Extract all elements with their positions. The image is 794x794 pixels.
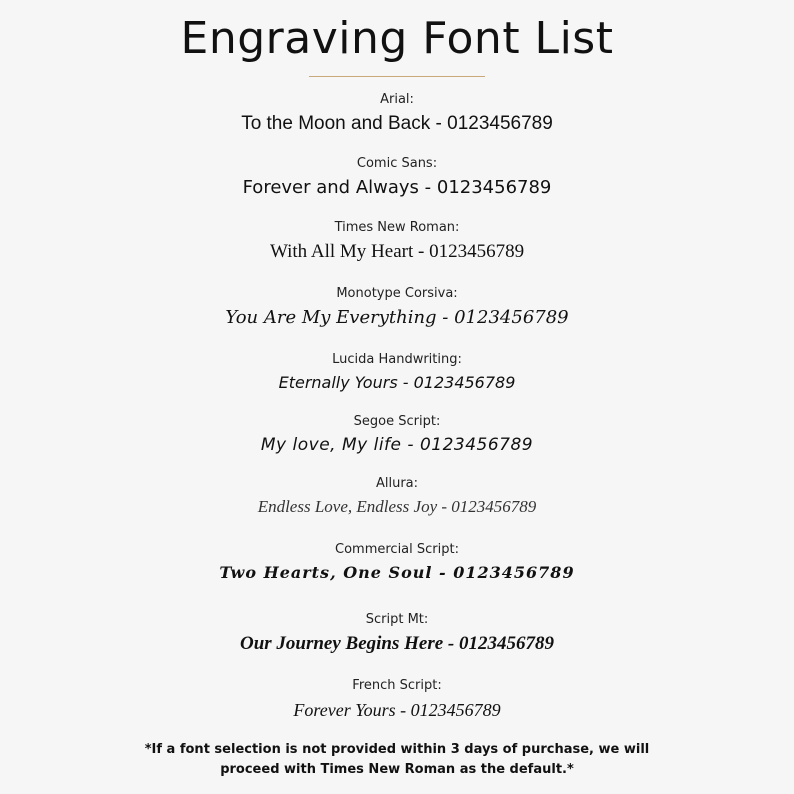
font-entry-lucida-handwriting: [0, 352, 794, 394]
font-sample: My love, My life - 0123456789: [260, 435, 534, 455]
font-name: Allura:: [375, 476, 419, 491]
font-name: French Script:: [352, 678, 442, 693]
font-name: Segoe Script:: [353, 414, 441, 429]
font-name: Monotype Corsiva:: [336, 286, 458, 301]
footnote-line-2: proceed with Times New Roman as the default.*: [220, 762, 574, 777]
font-entry-comic-sans: [0, 156, 794, 200]
font-name: Commercial Script:: [335, 542, 459, 557]
font-sample: Two Hearts, One Soul - 0123456789: [219, 563, 575, 582]
font-sample: Forever Yours - 0123456789: [293, 700, 501, 720]
font-entry-commercial-script: [0, 542, 794, 584]
font-entry-arial: [0, 92, 794, 136]
font-sample: Forever and Always - 0123456789: [242, 177, 552, 198]
font-name: Lucida Handwriting:: [332, 352, 462, 367]
font-name: Times New Roman:: [334, 220, 460, 235]
font-sample: Eternally Yours - 0123456789: [278, 373, 516, 392]
font-entry-script-mt: [0, 612, 794, 656]
font-sample: Endless Love, Endless Joy - 0123456789: [257, 497, 537, 516]
font-entry-segoe-script: [0, 414, 794, 456]
font-sample: Our Journey Begins Here - 0123456789: [239, 633, 555, 654]
page-title: Engraving Font List: [180, 13, 614, 64]
font-name: Arial:: [380, 92, 414, 107]
font-name: Comic Sans:: [356, 156, 438, 171]
footnote-line-1: *If a font selection is not provided within 3 days of purchase, we will: [144, 742, 650, 757]
font-name: Script Mt:: [365, 612, 429, 627]
font-sample: To the Moon and Back - 0123456789: [241, 113, 553, 134]
default-font-footnote: [0, 740, 794, 780]
font-sample: With All My Heart - 0123456789: [269, 241, 525, 262]
font-entry-french-script: [0, 678, 794, 722]
font-entry-times-new-roman: [0, 220, 794, 264]
font-sample: You Are My Everything - 0123456789: [225, 307, 569, 328]
font-entry-allura: [0, 476, 794, 518]
font-entry-monotype-corsiva: [0, 286, 794, 330]
